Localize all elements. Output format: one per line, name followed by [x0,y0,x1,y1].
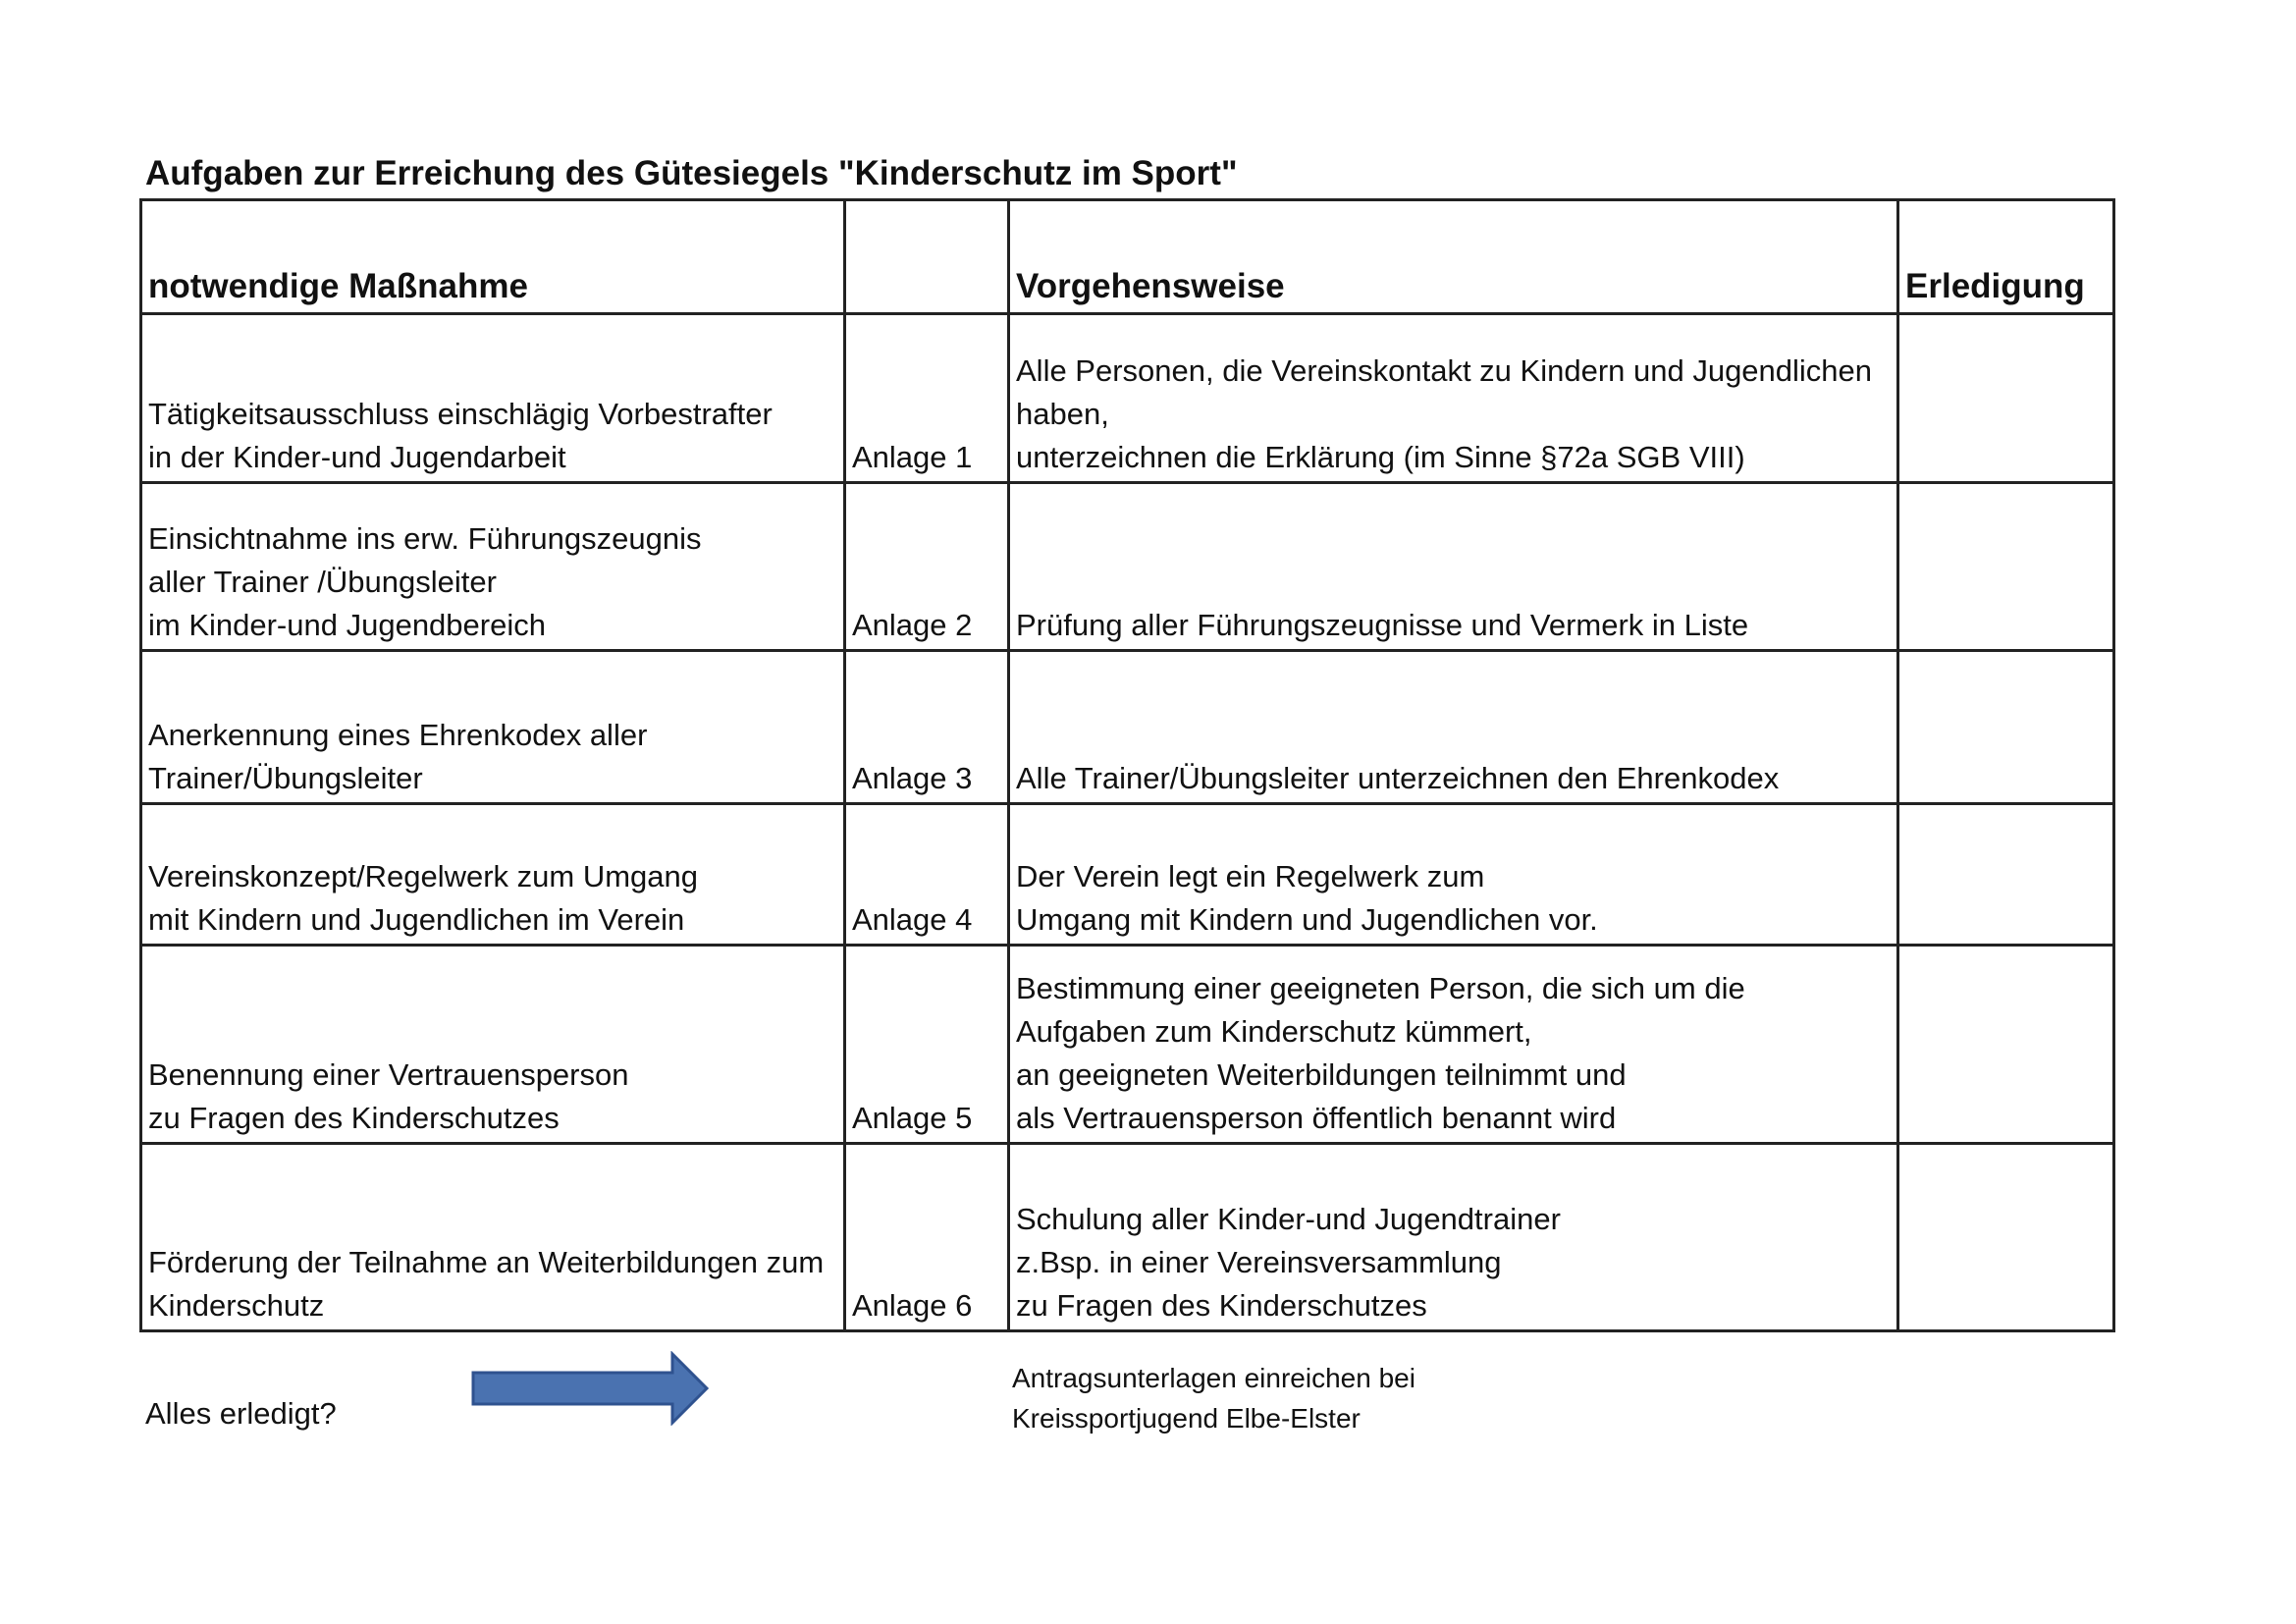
header-completion: Erledigung [1898,200,2114,314]
procedure-cell-line: zu Fragen des Kinderschutzes [1016,1288,1427,1323]
measure-cell [141,651,845,804]
procedure-cell [1009,314,1898,483]
attachment-cell: Anlage 2 [845,483,1009,651]
table-row [141,314,2114,483]
procedure-cell-line: an geeigneten Weiterbildungen teilnimmt und [1016,1057,1627,1092]
header-procedure: Vorgehensweise [1009,200,1898,314]
measure-cell-line: mit Kindern und Jugendlichen im Verein [148,902,685,937]
procedure-cell-line: z.Bsp. in einer Vereinsversammlung [1016,1245,1502,1279]
procedure-cell-line: unterzeichnen die Erklärung (im Sinne §72a SGB VIII) [1016,440,1745,474]
completion-cell [1898,946,2114,1144]
procedure-cell [1009,946,1898,1144]
table-header-row [141,200,2114,314]
measure-cell-line: Anerkennung eines Ehrenkodex aller [148,718,648,752]
measure-cell-line: Kinderschutz [148,1288,325,1323]
measure-cell [141,314,845,483]
completion-cell [1898,483,2114,651]
measure-cell-line: zu Fragen des Kinderschutzes [148,1101,560,1135]
procedure-cell-line: Umgang mit Kindern und Jugendlichen vor. [1016,902,1598,937]
measure-cell [141,946,845,1144]
measure-cell-line: Tätigkeitsausschluss einschlägig Vorbestrafter [148,397,773,431]
procedure-cell-line: Prüfung aller Führungszeugnisse und Vermerk in Liste [1016,608,1749,642]
attachment-cell: Anlage 4 [845,804,1009,946]
procedure-cell-line: Alle Personen, die Vereinskontakt zu Kindern und Jugendlichen [1016,353,1873,388]
completion-cell [1898,1144,2114,1331]
attachment-cell: Anlage 1 [845,314,1009,483]
attachment-cell: Anlage 5 [845,946,1009,1144]
measure-cell [141,1144,845,1331]
document-title: Aufgaben zur Erreichung des Gütesiegels "Kinderschutz im Sport" [145,154,1238,192]
measure-cell [141,483,845,651]
table-row [141,946,2114,1144]
measure-cell-line: Trainer/Übungsleiter [148,761,423,795]
header-attachment [845,200,1009,314]
table-row [141,483,2114,651]
submission-note-line: Antragsunterlagen einreichen bei [1012,1363,1415,1393]
procedure-cell-line: Bestimmung einer geeigneten Person, die sich um die [1016,971,1745,1005]
completion-cell [1898,314,2114,483]
header-measure: notwendige Maßnahme [141,200,845,314]
completion-cell [1898,804,2114,946]
completion-cell [1898,651,2114,804]
procedure-cell-line: Alle Trainer/Übungsleiter unterzeichnen den Ehrenkodex [1016,761,1780,795]
tasks-table [139,198,2115,1332]
procedure-cell-line: Schulung aller Kinder-und Jugendtrainer [1016,1202,1561,1236]
attachment-cell: Anlage 3 [845,651,1009,804]
table-body [141,314,2114,1331]
procedure-cell-line: Der Verein legt ein Regelwerk zum [1016,859,1485,893]
procedure-cell-line: als Vertrauensperson öffentlich benannt wird [1016,1101,1617,1135]
measure-cell-line: in der Kinder-und Jugendarbeit [148,440,566,474]
procedure-cell-line: Aufgaben zum Kinderschutz kümmert, [1016,1014,1532,1049]
measure-cell-line: Vereinskonzept/Regelwerk zum Umgang [148,859,698,893]
procedure-cell [1009,483,1898,651]
procedure-cell [1009,804,1898,946]
measure-cell-line: im Kinder-und Jugendbereich [148,608,546,642]
procedure-cell [1009,1144,1898,1331]
attachment-cell: Anlage 6 [845,1144,1009,1331]
measure-cell-line: Einsichtnahme ins erw. Führungszeugnis [148,521,702,556]
right-arrow-icon [471,1351,712,1426]
procedure-cell [1009,651,1898,804]
measure-cell [141,804,845,946]
measure-cell-line: Förderung der Teilnahme an Weiterbildungen zum [148,1245,825,1279]
submission-note-line: Kreissportjugend Elbe-Elster [1012,1403,1361,1434]
submission-note [1012,1358,1415,1438]
measure-cell-line: Benennung einer Vertrauensperson [148,1057,629,1092]
table-row [141,1144,2114,1331]
table-row [141,804,2114,946]
measure-cell-line: aller Trainer /Übungsleiter [148,565,497,599]
all-done-question: Alles erledigt? [145,1396,337,1431]
procedure-cell-line: haben, [1016,397,1109,431]
table-row [141,651,2114,804]
